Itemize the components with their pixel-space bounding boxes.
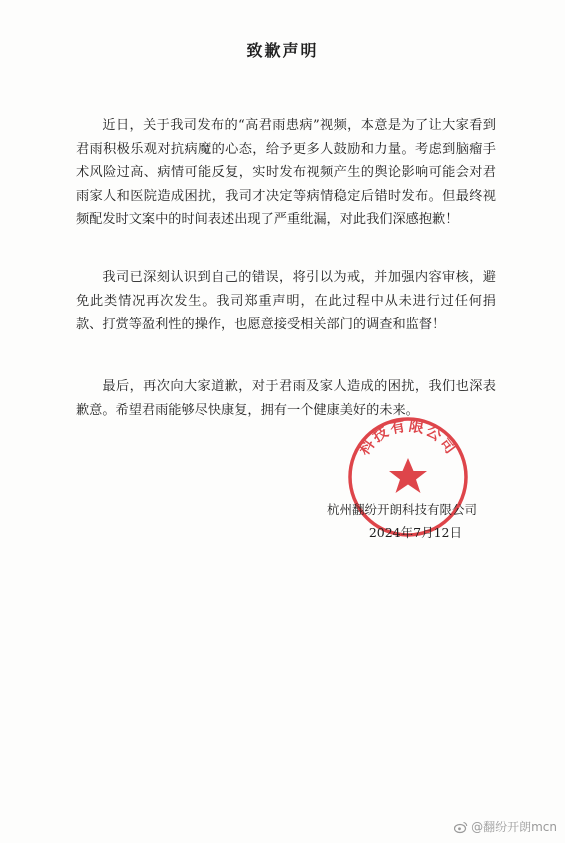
signature-company: 杭州翻纷开朗科技有限公司 [326, 502, 477, 517]
watermark-text: @翻纷开朗mcn [471, 820, 557, 834]
company-seal-stamp [345, 414, 471, 540]
document-title: 致歉声明 [246, 41, 319, 60]
weibo-icon [454, 820, 468, 834]
paragraph-2: 我司已深刻认识到自己的错误，将引以为戒，并加强内容审核，避免此类情况再次发生。我司郑重声明，在此过程中从未进行过任何捐款、打赏等盈利性的操作，也愿意接受相关部门的调查和监督！ [76, 270, 496, 332]
watermark [454, 818, 557, 835]
paragraph-3: 最后，再次向大家道歉，对于君雨及家人造成的困扰，我们也深表歉意。希望君雨能够尽快康复，拥有一个健康美好的未来。 [76, 379, 496, 418]
svg-text:科技有限公司 [354, 416, 461, 459]
paragraph-1: 近日，关于我司发布的“高君雨患病”视频，本意是为了让大家看到君雨积极乐观对抗病魔的心态，给予更多人鼓励和力量。考虑到脑瘤手术风险过高、病情可能反复，实时发布视频产生的舆论影响可能会对君雨家人和医院造成困扰，我司才决定等病情稳定后错时发布。但最终视频配发时文案中的时间表述出现了严重纰漏，对此我们深感抱歉！ [76, 118, 496, 227]
seal-text: 科技有限公司 [354, 416, 462, 459]
seal-star-icon [389, 458, 427, 493]
signature-date: 2024年7月12日 [368, 525, 462, 540]
